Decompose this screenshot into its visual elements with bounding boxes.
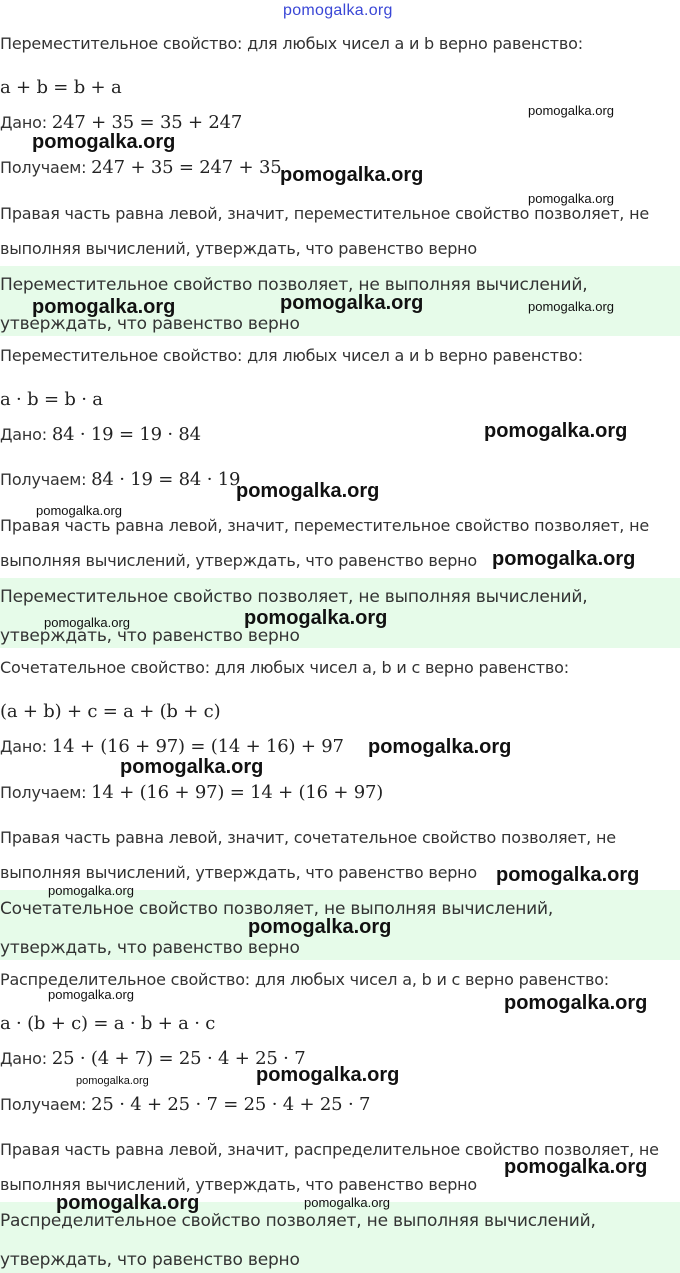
- given-label: Дано:: [0, 425, 47, 444]
- given-expression: 14 + (16 + 97) = (14 + 16) + 97: [51, 736, 344, 757]
- result-label: Получаем:: [0, 1095, 87, 1114]
- watermark: pomogalka.org: [248, 916, 392, 938]
- watermark: pomogalka.org: [76, 1075, 149, 1087]
- section-3-result: [0, 782, 383, 803]
- section-4-explain-2: выполняя вычислений, утверждать, что равенство верно: [0, 1175, 478, 1194]
- watermark: pomogalka.org: [484, 420, 628, 442]
- section-4-formula: a · (b + c) = a · b + a · c: [0, 1013, 216, 1034]
- section-3-explain-1: Правая часть равна левой, значит, сочетательное свойство позволяет, не: [0, 828, 616, 847]
- section-2-intro: Переместительное свойство: для любых чисел a и b верно равенство:: [0, 346, 583, 365]
- result-label: Получаем:: [0, 158, 87, 177]
- section-2-explain-1: Правая часть равна левой, значит, переместительное свойство позволяет, не: [0, 516, 649, 535]
- watermark: pomogalka.org: [504, 992, 648, 1014]
- given-expression: 25 · (4 + 7) = 25 · 4 + 25 · 7: [51, 1048, 306, 1069]
- section-1-given: [0, 112, 242, 133]
- given-expression: 84 · 19 = 19 · 84: [51, 424, 201, 445]
- section-2-formula: a · b = b · a: [0, 389, 103, 410]
- section-2-answer-2: утверждать, что равенство верно: [0, 626, 300, 646]
- given-expression: 247 + 35 = 35 + 247: [51, 112, 243, 133]
- watermark: pomogalka.org: [36, 503, 122, 518]
- watermark: pomogalka.org: [280, 292, 424, 314]
- watermark: pomogalka.org: [256, 1064, 400, 1086]
- result-label: Получаем:: [0, 470, 87, 489]
- section-4-explain-1: Правая часть равна левой, значит, распределительное свойство позволяет, не: [0, 1140, 659, 1159]
- watermark: pomogalka.org: [236, 480, 380, 502]
- section-1-answer-2: утверждать, что равенство верно: [0, 314, 300, 334]
- watermark: pomogalka.org: [504, 1156, 648, 1178]
- section-1-formula: a + b = b + a: [0, 77, 122, 98]
- result-expression: 84 · 19 = 84 · 19: [91, 469, 241, 490]
- watermark: pomogalka.org: [48, 883, 134, 898]
- result-label: Получаем:: [0, 783, 87, 802]
- given-label: Дано:: [0, 737, 47, 756]
- section-4-answer-2: утверждать, что равенство верно: [0, 1250, 300, 1270]
- section-1-explain-2: выполняя вычислений, утверждать, что равенство верно: [0, 239, 478, 258]
- watermark: pomogalka.org: [48, 987, 134, 1002]
- section-3-formula: (a + b) + c = a + (b + c): [0, 701, 221, 722]
- given-label: Дано:: [0, 113, 47, 132]
- watermark: pomogalka.org: [32, 296, 176, 318]
- section-4-intro: Распределительное свойство: для любых чисел a, b и c верно равенство:: [0, 970, 609, 989]
- watermark: pomogalka.org: [528, 299, 614, 314]
- section-3-intro: Сочетательное свойство: для любых чисел a, b и c верно равенство:: [0, 658, 569, 677]
- section-3-explain-2: выполняя вычислений, утверждать, что равенство верно: [0, 863, 478, 882]
- section-1-result: [0, 157, 281, 178]
- section-2-result: [0, 469, 240, 490]
- given-label: Дано:: [0, 1049, 47, 1068]
- section-2-given: [0, 424, 201, 445]
- watermark: pomogalka.org: [32, 131, 176, 153]
- watermark: pomogalka.org: [496, 864, 640, 886]
- section-4-result: [0, 1094, 370, 1115]
- watermark: pomogalka.org: [492, 548, 636, 570]
- site-header-link[interactable]: pomogalka.org: [283, 2, 393, 19]
- section-3-answer-1: Сочетательное свойство позволяет, не выполняя вычислений,: [0, 899, 554, 919]
- section-3-given: [0, 736, 344, 757]
- watermark: pomogalka.org: [120, 756, 264, 778]
- section-2-explain-2: выполняя вычислений, утверждать, что равенство верно: [0, 551, 478, 570]
- section-1-explain-1: Правая часть равна левой, значит, переместительное свойство позволяет, не: [0, 204, 649, 223]
- result-expression: 25 · 4 + 25 · 7 = 25 · 4 + 25 · 7: [91, 1094, 371, 1115]
- section-3-answer-2: утверждать, что равенство верно: [0, 938, 300, 958]
- watermark: pomogalka.org: [528, 103, 614, 118]
- section-2-answer-1: Переместительное свойство позволяет, не выполняя вычислений,: [0, 587, 588, 607]
- result-expression: 14 + (16 + 97) = 14 + (16 + 97): [91, 782, 384, 803]
- result-expression: 247 + 35 = 247 + 35: [91, 157, 282, 178]
- watermark: pomogalka.org: [44, 615, 130, 630]
- section-4-answer-1: Распределительное свойство позволяет, не выполняя вычислений,: [0, 1211, 596, 1231]
- watermark: pomogalka.org: [304, 1195, 390, 1210]
- watermark: pomogalka.org: [368, 736, 512, 758]
- watermark: pomogalka.org: [528, 191, 614, 206]
- watermark: pomogalka.org: [244, 607, 388, 629]
- section-1-intro: Переместительное свойство: для любых чисел a и b верно равенство:: [0, 34, 583, 53]
- watermark: pomogalka.org: [56, 1192, 200, 1214]
- watermark: pomogalka.org: [280, 164, 424, 186]
- section-1-answer-1: Переместительное свойство позволяет, не выполняя вычислений,: [0, 275, 588, 295]
